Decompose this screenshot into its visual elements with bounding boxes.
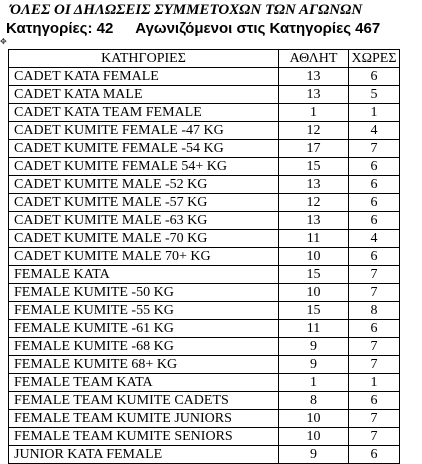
athletes-cell: 15 — [279, 266, 349, 284]
athletes-cell: 17 — [279, 140, 349, 158]
table-row — [9, 410, 400, 428]
athletes-cell: 11 — [279, 320, 349, 338]
athletes-cell: 13 — [279, 68, 349, 86]
table-row — [9, 68, 400, 86]
category-cell: FEMALE KUMITE -61 KG — [9, 320, 279, 338]
document-title: ΌΛΕΣ ΟΙ ΔΗΛΩΣΕΙΣ ΣΥΜΜΕΤΟΧΩΝ ΤΩΝ ΑΓΩΝΩΝ — [10, 2, 363, 18]
athletes-cell: 10 — [279, 248, 349, 266]
table-row — [9, 302, 400, 320]
athletes-cell: 13 — [279, 176, 349, 194]
countries-cell: 6 — [349, 248, 400, 266]
category-cell: CADET KUMITE FEMALE -47 KG — [9, 122, 279, 140]
athletes-cell: 11 — [279, 230, 349, 248]
table-row — [9, 374, 400, 392]
table-row — [9, 428, 400, 446]
athletes-cell: 9 — [279, 338, 349, 356]
athletes-cell: 1 — [279, 374, 349, 392]
athletes-cell: 15 — [279, 158, 349, 176]
table-row — [9, 86, 400, 104]
countries-cell: 6 — [349, 68, 400, 86]
category-cell: CADET KATA MALE — [9, 86, 279, 104]
column-header-athletes: ΑΘΛΗΤ — [279, 50, 349, 68]
category-cell: FEMALE KUMITE -50 KG — [9, 284, 279, 302]
category-cell: FEMALE TEAM KUMITE CADETS — [9, 392, 279, 410]
countries-cell: 7 — [349, 338, 400, 356]
table-row — [9, 212, 400, 230]
table-row — [9, 176, 400, 194]
countries-cell: 7 — [349, 356, 400, 374]
athletes-cell: 13 — [279, 212, 349, 230]
table-row — [9, 266, 400, 284]
category-cell: FEMALE KUMITE -55 KG — [9, 302, 279, 320]
athletes-cell: 13 — [279, 86, 349, 104]
category-cell: CADET KUMITE MALE -57 KG — [9, 194, 279, 212]
table-row — [9, 104, 400, 122]
table-row — [9, 320, 400, 338]
athletes-cell: 12 — [279, 122, 349, 140]
athletes-cell: 10 — [279, 428, 349, 446]
table-row — [9, 284, 400, 302]
column-header-categories: ΚΑΤΗΓΟΡΙΕΣ — [9, 50, 279, 68]
countries-cell: 7 — [349, 140, 400, 158]
table-row — [9, 356, 400, 374]
countries-cell: 6 — [349, 194, 400, 212]
countries-cell: 4 — [349, 122, 400, 140]
countries-cell: 6 — [349, 176, 400, 194]
countries-cell: 7 — [349, 284, 400, 302]
category-cell: FEMALE KUMITE 68+ KG — [9, 356, 279, 374]
table-row — [9, 446, 400, 464]
category-cell: CADET KUMITE MALE -70 KG — [9, 230, 279, 248]
table-row — [9, 194, 400, 212]
table-row — [9, 338, 400, 356]
table-move-handle-icon[interactable]: ✥ — [0, 37, 7, 46]
category-cell: CADET KUMITE MALE 70+ KG — [9, 248, 279, 266]
category-cell: FEMALE TEAM KUMITE SENIORS — [9, 428, 279, 446]
athletes-cell: 10 — [279, 410, 349, 428]
category-cell: CADET KUMITE MALE -52 KG — [9, 176, 279, 194]
athletes-cell: 1 — [279, 104, 349, 122]
countries-cell: 7 — [349, 266, 400, 284]
category-cell: CADET KUMITE FEMALE 54+ KG — [9, 158, 279, 176]
countries-cell: 6 — [349, 158, 400, 176]
table-row — [9, 230, 400, 248]
countries-cell: 1 — [349, 374, 400, 392]
countries-cell: 6 — [349, 446, 400, 464]
registrations-table — [8, 49, 400, 464]
table-row — [9, 140, 400, 158]
athletes-cell: 12 — [279, 194, 349, 212]
category-cell: CADET KUMITE FEMALE -54 KG — [9, 140, 279, 158]
table-row — [9, 122, 400, 140]
column-header-countries: ΧΩΡΕΣ — [349, 50, 400, 68]
categories-count: Κατηγορίες: 42 — [6, 20, 114, 37]
countries-cell: 4 — [349, 230, 400, 248]
countries-cell: 6 — [349, 392, 400, 410]
category-cell: FEMALE KATA — [9, 266, 279, 284]
countries-cell: 1 — [349, 104, 400, 122]
category-cell: JUNIOR KATA FEMALE — [9, 446, 279, 464]
category-cell: CADET KUMITE MALE -63 KG — [9, 212, 279, 230]
countries-cell: 7 — [349, 410, 400, 428]
category-cell: CADET KATA FEMALE — [9, 68, 279, 86]
countries-cell: 6 — [349, 320, 400, 338]
summary-line — [6, 20, 380, 38]
countries-cell: 8 — [349, 302, 400, 320]
category-cell: FEMALE KUMITE -68 KG — [9, 338, 279, 356]
category-cell: FEMALE TEAM KATA — [9, 374, 279, 392]
countries-cell: 6 — [349, 212, 400, 230]
countries-cell: 7 — [349, 428, 400, 446]
table-header-row — [9, 50, 400, 68]
table-row — [9, 392, 400, 410]
athletes-cell: 9 — [279, 446, 349, 464]
table-row — [9, 158, 400, 176]
athletes-count: Αγωνιζόμενοι στις Κατηγορίες 467 — [135, 20, 381, 37]
category-cell: CADET KATA TEAM FEMALE — [9, 104, 279, 122]
athletes-cell: 15 — [279, 302, 349, 320]
countries-cell: 5 — [349, 86, 400, 104]
athletes-cell: 10 — [279, 284, 349, 302]
table-row — [9, 248, 400, 266]
athletes-cell: 8 — [279, 392, 349, 410]
category-cell: FEMALE TEAM KUMITE JUNIORS — [9, 410, 279, 428]
athletes-cell: 9 — [279, 356, 349, 374]
